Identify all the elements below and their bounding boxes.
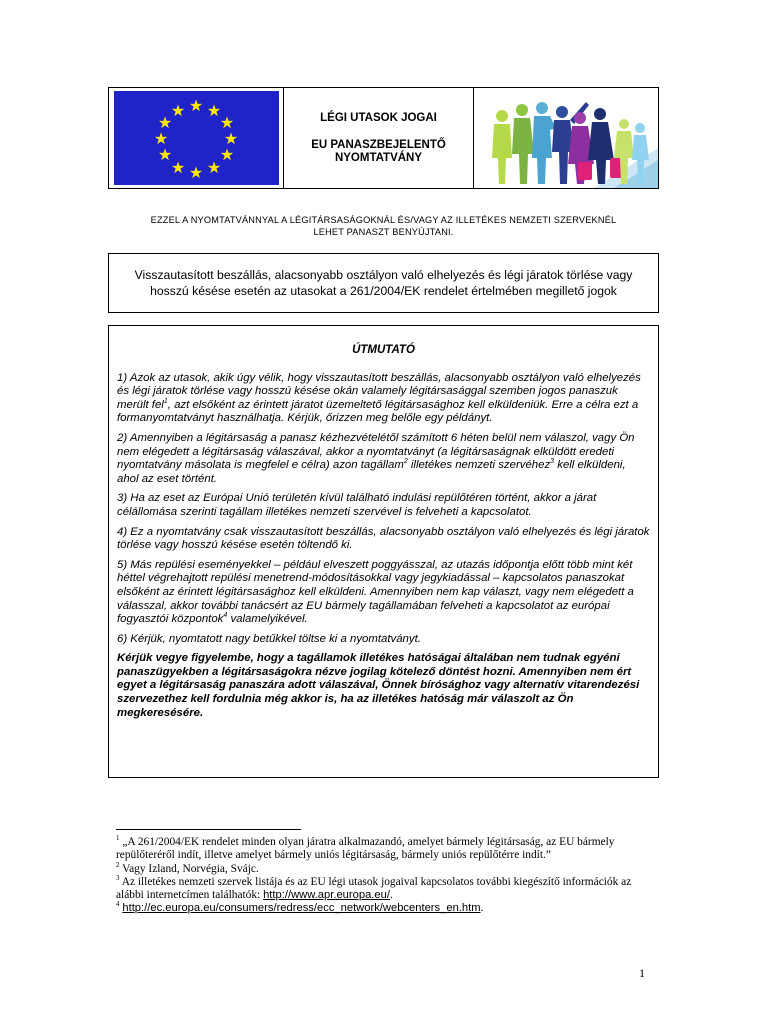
footnote-ref: 3 (550, 458, 555, 466)
guide-item-2-text-cont: illetékes nemzeti szervéhez (407, 459, 551, 472)
guide-item-1-text-cont: , azt elsőként az érintett járatot üzemeltető légitársasághoz kell elküldeniük. Erre a célra ezt a formanyomtatványt használhatja. Kérjük, őrizzen meg belőle egy példányt. (117, 398, 639, 425)
ecc-network-link[interactable]: http://ec.europa.eu/consumers/redress/ecc_network/webcenters_en.htm (122, 902, 481, 915)
star-icon: ★ (170, 101, 186, 120)
rights-line1: Visszautasított beszállás, alacsonyabb osztályon való elhelyezés és légi járatok törlése vagy (134, 268, 633, 282)
footnote-3-text: Az illetékes nemzeti szervek listája és az EU légi utasok jogaival kapcsolatos további kiegészítő információk az alábbi internetcímen találhatók: (116, 875, 632, 902)
footnote-2-text: Vagy Izland, Norvégia, Svájc. (119, 862, 259, 875)
guide-notice: Kérjük vegye figyelembe, hogy a tagállamok illetékes hatóságai általában nem tudnak egyéni panaszügyekben a légitársaságokra nézve jogilag kötelező döntést hozni. Amennyiben nem ért egyet a légitársaság panaszára adott válaszával, Önnek bírósághoz vagy alternatív vitarendezési szervezethez kell fordulnia még akkor is, ha az illetékes hatóság már válaszolt az Ön megkeresésére. (117, 652, 640, 719)
star-icon: ★ (223, 129, 239, 148)
star-icon: ★ (153, 129, 169, 148)
footnote-4 (116, 902, 661, 915)
footnote-number: 3 (116, 874, 120, 883)
travelers-icon (474, 88, 658, 188)
footnote-ref: 4 (223, 612, 228, 620)
footnote-ref: 2 (403, 458, 408, 466)
page-number: 1 (639, 966, 645, 980)
star-icon: ★ (206, 101, 222, 120)
title-sub-line2: NYOMTATVÁNY (334, 151, 423, 164)
footnote-ref: 1 (163, 397, 168, 405)
star-icon: ★ (157, 113, 173, 132)
guide-item-4: 4) Ez a nyomtatvány csak visszautasított beszállás, alacsonyabb osztályon való elhelyezés és légi járatok törlése vagy hosszú késése esetén töltendő ki. (117, 525, 650, 552)
star-icon: ★ (157, 145, 173, 164)
star-icon: ★ (219, 113, 235, 132)
intro-text (108, 214, 659, 238)
rights-line2: hosszú késése esetén az utasokat a 261/2004/EK rendelet értelmében megillető jogok (150, 284, 617, 298)
guide-item-3: 3) Ha az eset az Európai Unió területén kívül található indulási repülőtéren történt, akkor a járat célállomása szerinti tagállam illetékes nemzeti szervével is felveheti a kapcsolatot. (117, 492, 597, 518)
guide-item-5-text: 5) Más repülési eseményekkel – például elveszett poggyásszal, az utazás időpontja előtt több mint két héttel végrehajtott repülési menetrend-módosításokkal vagy jegykiadással – kapcsolatos panaszokat elsőként az érintett légitársasághoz kell elküldeni. Amennyiben nem kap választ, vagy nem elégedett a válasszal, akkor további tanácsért az EU bármely tagállamában felveheti a kapcsolatot az európai fogyasztói központok (117, 558, 634, 626)
footnote-1-text: „A 261/2004/EK rendelet minden olyan járatra alkalmazandó, amelyet bármely légitársaság, az EU bármely repülőteréről indít, illetve amelyet bármely uniós légitársaság, bármely uniós repülőtérre indít.” (116, 836, 615, 862)
intro-line1: EZZEL A NYOMTATVÁNNYAL A LÉGITÁRSASÁGOKNÁL ÉS/VAGY AZ ILLETÉKES NEMZETI SZERVEKNÉL (150, 215, 617, 225)
star-icon: ★ (170, 158, 186, 177)
star-icon: ★ (188, 163, 204, 182)
footnote-number: 4 (116, 900, 120, 909)
eu-flag-icon (114, 91, 279, 185)
title-sub-line1: EU PANASZBEJELENTŐ (311, 138, 446, 151)
star-icon: ★ (206, 158, 222, 177)
guide-item-6: 6) Kérjük, nyomtatott nagy betűkkel töltse ki a nyomtatványt. (117, 632, 421, 645)
eu-flag-cell (109, 88, 284, 188)
guide-item-5-text-cont: valamelyikével. (227, 613, 308, 626)
footnote-number: 1 (116, 834, 120, 843)
footnote-3-end: . (389, 889, 393, 902)
footnote-1 (116, 836, 661, 863)
footnote-number: 2 (116, 860, 120, 869)
guide-item-2-text-end: kell elküldeni, ahol az eset történt. (117, 459, 626, 485)
guide-item-2-text: 2) Amennyiben a légitársaság a panasz kézhezvételétől számított 6 héten belül nem válaszol, vagy Ön nem elégedett a légitársaság válaszával, akkor a nyomtatványt (a légitársaságnak elküldött eredeti nyomtatvány másolata is megfelel e célra) azon tagállam (117, 431, 635, 472)
footnote-separator (116, 829, 301, 830)
footnote-3 (116, 876, 661, 903)
apr-link[interactable]: http://www.apr.europa.eu/ (263, 889, 390, 902)
passengers-illustration (474, 88, 658, 188)
star-icon: ★ (188, 96, 204, 115)
header-table (108, 87, 659, 189)
guide-title: ÚTMUTATÓ (352, 344, 415, 356)
footnotes (116, 836, 661, 916)
footnote-2 (116, 860, 661, 876)
rights-box (108, 253, 659, 313)
guide-item-5 (117, 559, 650, 627)
intro-line2: LEHET PANASZT BENYÚJTANI. (313, 227, 454, 237)
form-title-cell (284, 88, 474, 188)
guide-item-1 (117, 372, 650, 426)
guide-item-1-text: 1) Azok az utasok, akik úgy vélik, hogy visszautasított beszállás, alacsonyabb osztályon való elhelyezés és légi járatok törlése vagy hosszú késése okán valamely légitársasággal szemben jogos panaszuk merült fel (117, 371, 641, 411)
footnote-4-end: . (480, 902, 484, 915)
title-main: LÉGI UTASOK JOGAI (320, 111, 437, 124)
star-icon: ★ (219, 145, 235, 164)
guide-item-2 (117, 432, 650, 486)
guide-box (108, 325, 659, 778)
